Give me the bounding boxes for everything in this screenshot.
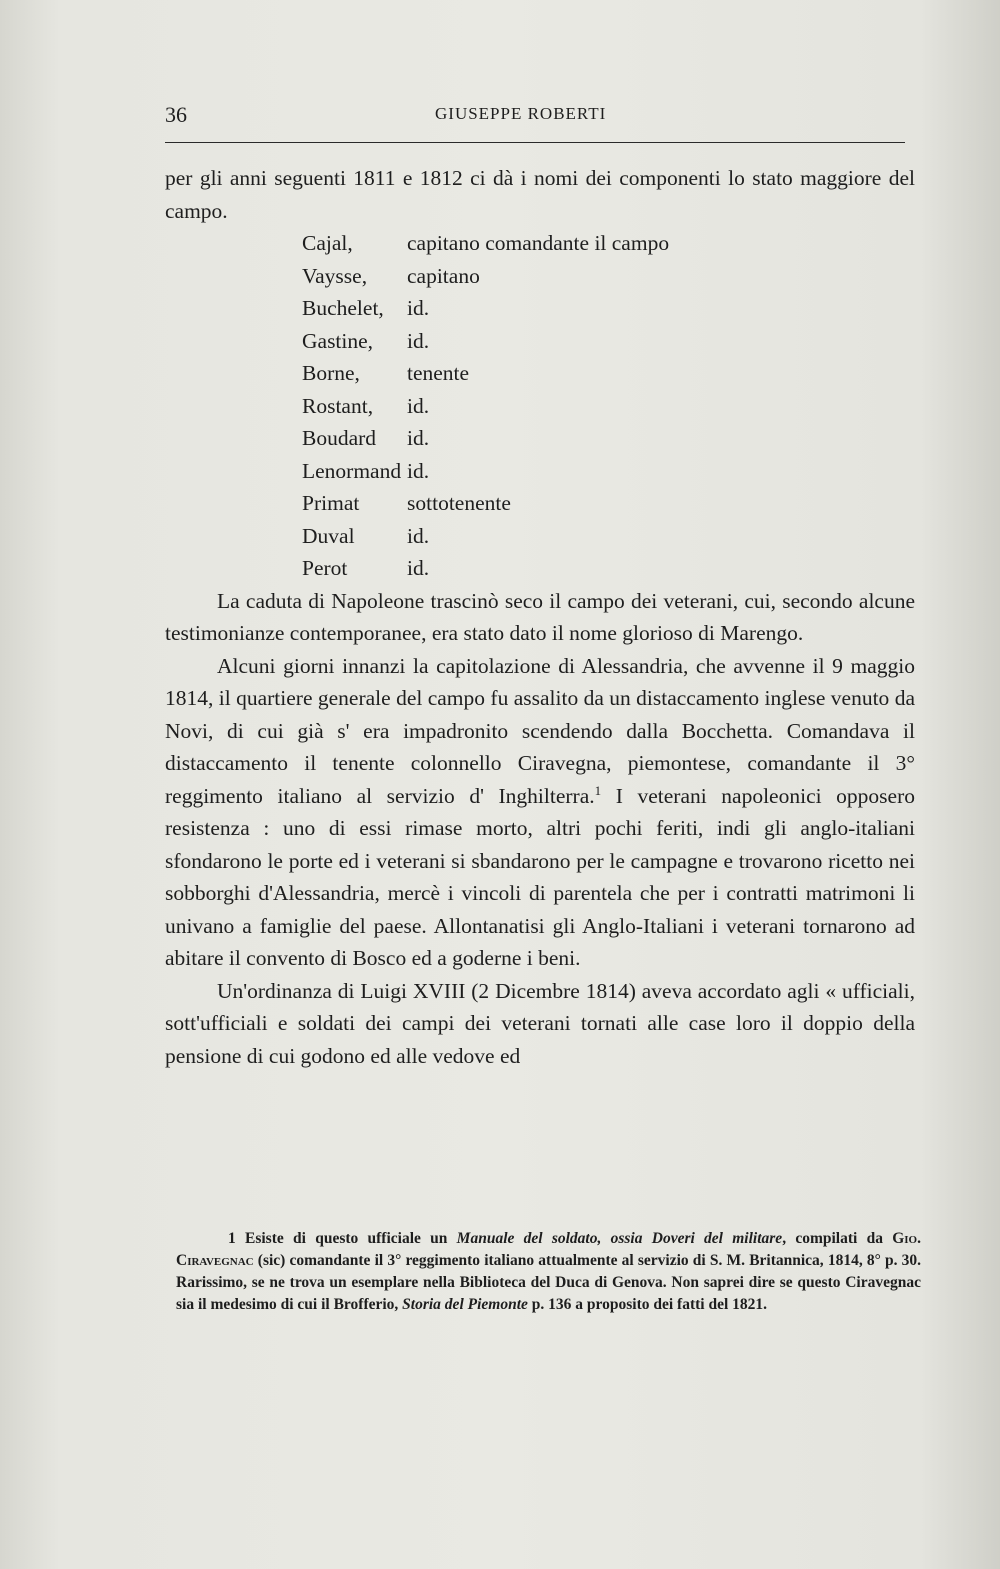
roster-name: Boudard <box>302 426 377 450</box>
roster-name: Perot <box>302 556 348 580</box>
body-text <box>165 162 915 1072</box>
footnote-text: (sic) comandante il 3° reggimento italiano attualmente al servizio di S. M. Britannica, 1814, 8° p. 30. Rarissimo, se ne trova un esemplare nella Biblioteca del Duca di Genova. Non saprei dire se questo Ciravegnac sia il medesimo di cui il Brofferio, <box>176 1252 921 1313</box>
roster-name: Primat <box>302 491 360 515</box>
paragraph-capitulation <box>165 650 915 975</box>
roster-name: Gastine, <box>302 328 374 353</box>
paragraph-text: Alcuni giorni innanzi la capitolazione di Alessandria, che avvenne il 9 maggio 1814, il quartiere generale del campo fu assalito da un distaccamento inglese venuto da Novi, di cui già s' era impadronito scendendo dalla Bocchetta. Comandava il distaccamento il tenente colonnello Ciravegna, piemontese, comandante il 3° reggimento italiano al servizio d' Inghilterra. <box>165 653 915 808</box>
roster-row <box>165 455 915 488</box>
roster-name: Duval <box>302 523 355 548</box>
footnote-title: Manuale del soldato, ossia Doveri del militare <box>456 1230 783 1247</box>
roster-rank: id. <box>407 458 430 483</box>
footnote-text: 1 Esiste di questo ufficiale un <box>228 1230 457 1247</box>
page-number: 36 <box>165 102 187 127</box>
intro-paragraph: per gli anni seguenti 1811 e 1812 ci dà i nomi dei componenti lo stato maggiore del campo. <box>165 166 915 223</box>
roster-row <box>165 487 915 520</box>
paragraph-ordinance: Un'ordinanza di Luigi XVIII (2 Dicembre 1814) aveva accordato agli « ufficiali, sott'ufficiali e soldati dei campi dei veterani tornati alle case loro il doppio della pensione di cui godono ed alle vedove ed <box>165 978 915 1068</box>
roster-name: Cajal, <box>302 231 353 255</box>
footnote-title: Storia del Piemonte <box>402 1296 528 1313</box>
roster-name: Rostant, <box>302 393 374 418</box>
roster-rank: id. <box>407 393 430 418</box>
footnote-reference[interactable]: 1 <box>594 782 602 798</box>
running-head: GIUSEPPE ROBERTI <box>435 104 607 123</box>
roster-row <box>165 227 915 260</box>
roster-rank: capitano comandante il campo <box>407 231 670 255</box>
roster-name: Borne, <box>302 361 360 385</box>
roster-rank: sottotenente <box>407 491 511 515</box>
footnote-text: p. 136 a proposito dei fatti del 1821. <box>527 1296 768 1313</box>
roster-row <box>165 552 915 585</box>
roster-name: Lenormand <box>302 458 402 483</box>
roster-row <box>165 292 915 325</box>
roster-rank: id. <box>407 523 430 548</box>
roster-rank: id. <box>407 296 430 320</box>
footnote-text: , compilati da <box>782 1230 893 1247</box>
paragraph-text: I veterani napoleonici opposero resistenza : uno di essi rimase morto, altri pochi feriti, indi gli anglo-italiani sfondarono le porte ed i veterani si sbandarono per le campagne e trovarono ricetto nei sobborghi d'Alessandria, mercè i vincoli di parentela che per i contratti matrimoni li univano a famiglie del paese. Allontanatisi gli Anglo-Italiani i veterani tornarono ad abitare il convento di Bosco ed a goderne i beni. <box>165 783 915 970</box>
roster-rank: capitano <box>407 263 480 288</box>
roster-name: Vaysse, <box>302 263 368 288</box>
roster-name: Buchelet, <box>302 296 384 320</box>
paragraph-fall-of-napoleon: La caduta di Napoleone trascinò seco il campo dei veterani, cui, secondo alcune testimonianze contemporanee, era stato dato il nome glorioso di Marengo. <box>165 588 915 645</box>
roster-rank: id. <box>407 556 430 580</box>
staff-roster <box>165 227 915 585</box>
page-header <box>165 100 905 130</box>
roster-rank: id. <box>407 328 430 353</box>
roster-row <box>165 520 915 553</box>
roster-row <box>165 422 915 455</box>
roster-row <box>165 390 915 423</box>
roster-rank: id. <box>407 426 430 450</box>
header-rule <box>165 142 905 143</box>
roster-row <box>165 260 915 293</box>
roster-row <box>165 325 915 358</box>
footnote <box>176 1228 921 1316</box>
footnote-author: Gio. Ciravegnac <box>176 1230 921 1269</box>
roster-row <box>165 357 915 390</box>
roster-rank: tenente <box>407 361 470 385</box>
